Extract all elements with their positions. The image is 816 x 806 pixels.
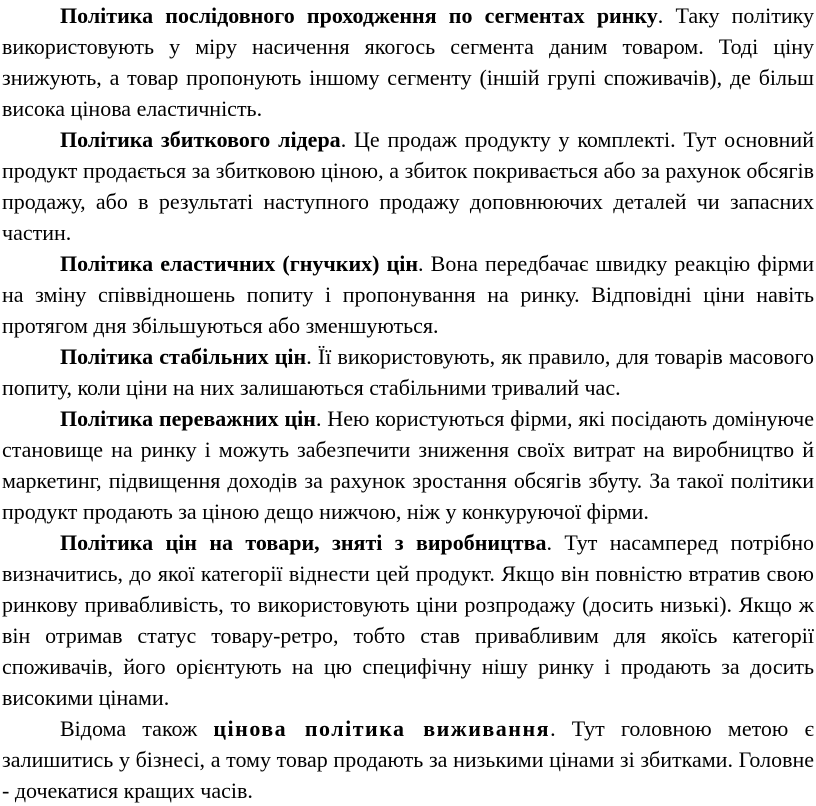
paragraph-survival-policy	[2, 713, 814, 806]
paragraph-text: . Тут насамперед потрібно визначитись, до якої категорії віднести цей продукт. Якщо він повністю втратив свою ринкову привабливість, то використовують ціни розпродажу (досить низькі). Якщо ж він отримав статус товару-ретро, тобто став привабливим для якоїсь категорії споживачів, його орієнтують на цю специфічну нішу ринку і продають за досить високими цінами.	[2, 530, 814, 710]
paragraph-text: . Нею користуються фірми, які посідають домінуюче становище на ринку і можуть забезпечити зниження своїх витрат на виробництво й маркетинг, підвищення доходів за рахунок зростання обсягів збуту. За такої політики продукт продають за ціною дещо нижчою, ніж у конкуруючої фірми.	[2, 406, 814, 524]
term-heading: Політика збиткового лідера	[60, 127, 341, 152]
paragraph-loss-leader-policy	[2, 124, 814, 248]
paragraph-text: . Це продаж продукту у комплекті. Тут основний продукт продається за збитковою ціною, а збиток покривається або за рахунок обсягів продажу, або в результаті наступного продажу доповнюючих деталей чи запасних частин.	[2, 127, 814, 245]
paragraph-flexible-prices-policy	[2, 248, 814, 341]
term-heading: Політика переважних цін	[60, 406, 316, 431]
term-heading: цінова політика виживання	[213, 716, 551, 741]
paragraph-text: . Вона передбачає швидку реакцію фірми на зміну співвідношень попиту і пропонування на ринку. Відповідні ціни навіть протягом дня збільшуються або зменшуються.	[2, 251, 814, 338]
term-heading: Політика послідовного проходження по сегментах ринку	[60, 3, 658, 28]
term-heading: Політика еластичних (гнучких) цін	[60, 251, 419, 276]
paragraph-text: . Тут головною метою є залишитись у бізнесі, а тому товар продають за низькими цінами зі збитками. Головне - дочекатися кращих часів.	[2, 716, 814, 803]
paragraph-sequential-segment-policy	[2, 0, 814, 124]
term-heading: Політика стабільних цін	[60, 344, 307, 369]
paragraph-stable-prices-policy	[2, 341, 814, 403]
paragraph-text: . Таку політику використовують у міру насичення якогось сегмента даним товаром. Тоді ціну знижують, а товар пропонують іншому сегменту (іншій групі споживачів), де більш висока цінова еластичність.	[2, 3, 815, 121]
term-heading: Політика цін на товари, зняті з виробництва	[60, 530, 547, 555]
paragraph-text: . Її використовують, як правило, для товарів масового попиту, коли ціни на них залишаються стабільними тривалий час.	[2, 344, 814, 400]
paragraph-preferential-prices-policy	[2, 403, 814, 527]
paragraph-discontinued-goods-policy	[2, 527, 814, 713]
paragraph-lead: Відома також	[60, 716, 214, 741]
